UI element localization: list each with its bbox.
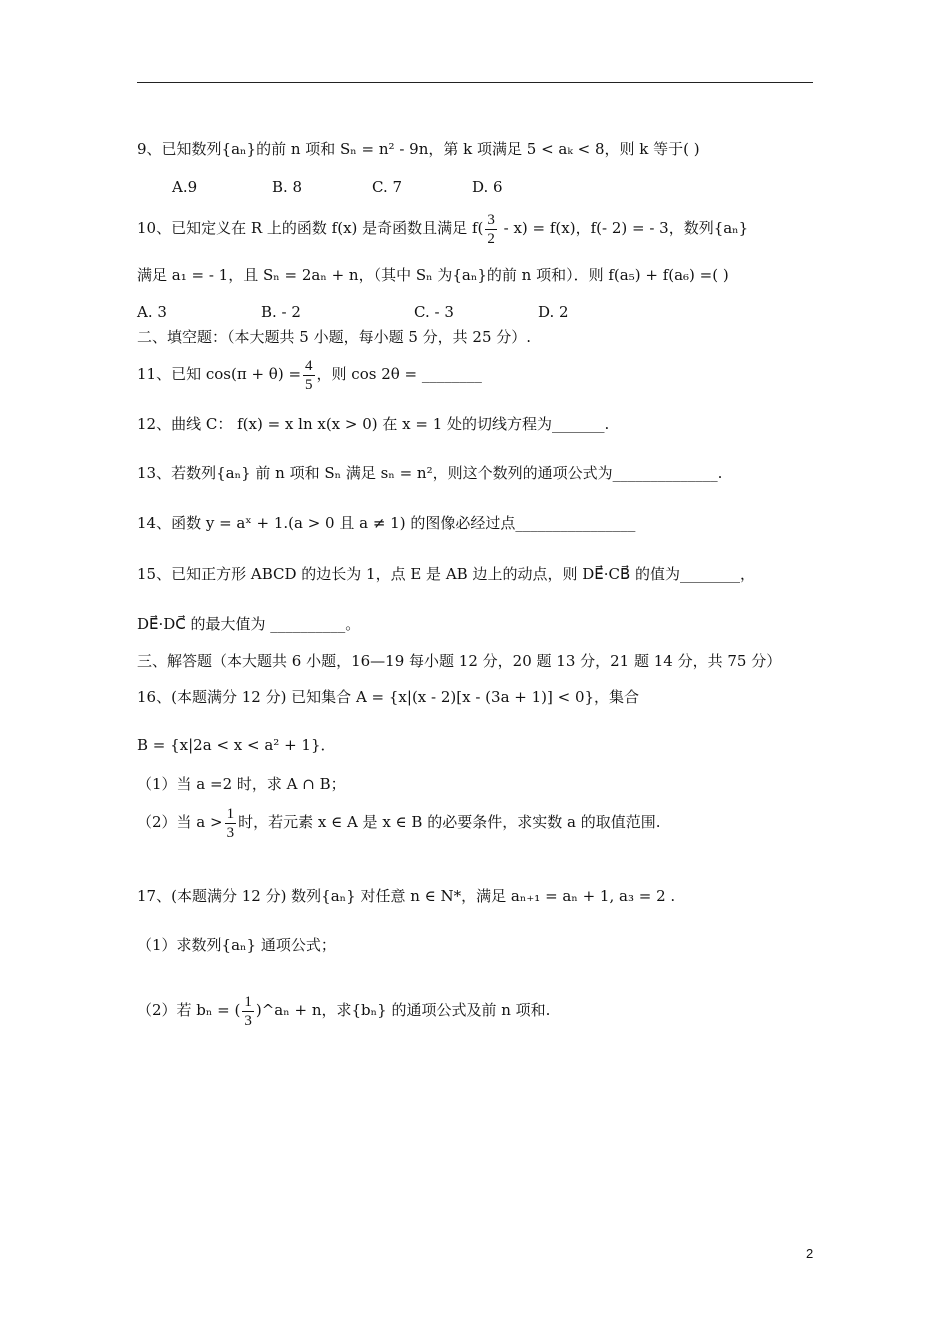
question-11-text-b: ，则 cos 2θ = ________ [316,365,482,383]
question-17-part2-text-b: )^aₙ + n，求{bₙ} 的通项公式及前 n 项和. [255,1001,551,1019]
page-number: 2 [806,1246,814,1261]
question-10-options [137,301,598,323]
question-16-line1: 16、(本题满分 12 分) 已知集合 A = {x|(x - 2)[x - (3a + 1)] < 0}，集合 [137,688,640,706]
option-d: D. 2 [538,303,569,321]
question-9: 9、已知数列{aₙ}的前 n 项和 Sₙ = n² - 9n，第 k 项满足 5 < aₖ < 8，则 k 等于( ) [137,140,700,158]
question-11-text-a: 11、已知 cos(π + θ) = [137,365,302,383]
option-d: D. 6 [472,178,503,196]
option-a: A.9 [172,178,198,196]
question-9-options [172,176,572,198]
question-12: 12、曲线 C： f(x) = x ln x(x > 0) 在 x = 1 处的切线方程为_______. [137,415,610,433]
question-16-part1: （1）当 a =2 时，求 A ∩ B； [137,775,346,793]
header-rule [137,82,813,83]
question-13: 13、若数列{aₙ} 前 n 项和 Sₙ 满足 sₙ = n²，则这个数列的通项公式为______________. [137,464,723,482]
question-14: 14、函数 y = aˣ + 1.(a > 0 且 a ≠ 1) 的图像必经过点________________ [137,514,636,532]
option-a: A. 3 [137,303,167,321]
question-11 [137,354,482,394]
question-10-line1 [137,208,748,248]
question-15-line1: 15、已知正方形 ABCD 的边长为 1，点 E 是 AB 边上的动点，则 DE⃗·CB⃗ 的值为________， [137,565,756,583]
option-c: C. 7 [372,178,403,196]
question-17-part2-text-a: （2）若 bₙ = ( [137,1001,241,1019]
question-17-line1: 17、(本题满分 12 分) 数列{aₙ} 对任意 n ∈ N*，满足 aₙ₊₁ = aₙ + 1, a₃ = 2 . [137,887,676,905]
question-17-part2 [137,988,550,1032]
question-10-line2: 满足 a₁ = - 1，且 Sₙ = 2aₙ + n，（其中 Sₙ 为{aₙ}的前 n 项和）．则 f(a₅) + f(a₆) =( ) [137,266,729,284]
fraction: $\frac{3}{2}$ [487,211,495,247]
fraction: $\frac{1}{3}$ [226,805,235,841]
fraction: $\frac{1}{3}$ [244,993,252,1029]
question-16-part2-text-b: 时，若元素 x ∈ A 是 x ∈ B 的必要条件，求实数 a 的取值范围. [238,813,661,831]
option-b: B. 8 [272,178,303,196]
option-c: C. - 3 [414,303,454,321]
question-16-part2 [137,800,660,844]
option-b: B. - 2 [261,303,301,321]
question-10-text-b: - x) = f(x)，f(- 2) = - 3，数列{aₙ} [498,219,749,237]
question-10-text-a: 10、已知定义在 R 上的函数 f(x) 是奇函数且满足 f( [137,219,484,237]
fraction: $\frac{4}{5}$ [305,357,313,393]
section-2-heading: 二、填空题：（本大题共 5 小题，每小题 5 分，共 25 分）. [137,328,532,346]
question-16-part2-text-a: （2）当 a > [137,813,223,831]
question-15-line2: DE⃗·DC⃗ 的最大值为 __________。 [137,615,361,633]
section-3-heading: 三、解答题（本大题共 6 小题，16—19 每小题 12 分，20 题 13 分，21 题 14 分，共 75 分） [137,652,782,670]
question-16-line2: B = {x|2a < x < a² + 1}． [137,736,336,754]
question-17-part1: （1）求数列{aₙ} 通项公式； [137,936,336,954]
